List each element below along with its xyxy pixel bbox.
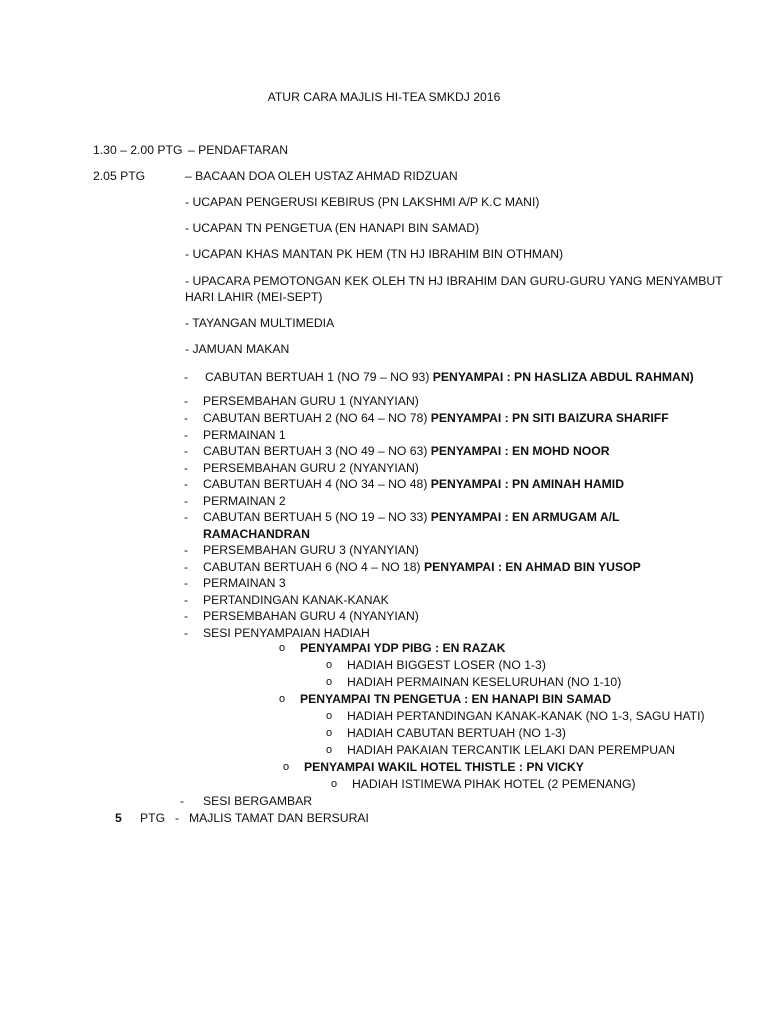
dash-bullet: - [184, 494, 189, 508]
circle-bullet: o [331, 778, 338, 790]
dash-bullet: - [184, 609, 189, 623]
activity-text: PERMAINAN 1 [203, 428, 286, 442]
circle-bullet: o [283, 761, 290, 773]
activity-item [205, 370, 694, 385]
dash-bullet: - [184, 477, 189, 491]
dash-bullet: - [184, 370, 189, 384]
activity-text: CABUTAN BERTUAH 6 (NO 4 – NO 18) [203, 560, 425, 574]
circle-bullet: o [326, 727, 333, 739]
activity-item [203, 428, 286, 443]
prize-item: HADIAH PERTANDINGAN KANAK-KANAK (NO 1-3, SAGU HATI) [347, 709, 705, 723]
activity-text: PERSEMBAHAN GURU 2 (NYANYIAN) [203, 461, 419, 475]
dash-bullet: - [184, 560, 189, 574]
program-item: - TAYANGAN MULTIMEDIA [185, 316, 335, 330]
dash-bullet: - [184, 543, 189, 557]
activity-item [203, 609, 419, 624]
activity-presenter: PENYAMPAI : PN HASLIZA ABDUL RAHMAN) [432, 370, 694, 384]
dash-bullet: - [184, 428, 189, 442]
activity-item [203, 494, 286, 509]
dash-bullet: - [184, 593, 189, 607]
registration-text: – PENDAFTARAN [188, 143, 288, 157]
dash-bullet: - [180, 794, 185, 808]
program-item: - JAMUAN MAKAN [185, 342, 290, 356]
activity-presenter: PENYAMPAI : PN AMINAH HAMID [430, 477, 624, 491]
dash-bullet: - [184, 461, 189, 475]
activity-item [203, 593, 389, 608]
circle-bullet: o [326, 710, 333, 722]
activity-presenter: PENYAMPAI : PN SITI BAIZURA SHARIFF [430, 411, 669, 425]
prize-item: HADIAH CABUTAN BERTUAH (NO 1-3) [347, 726, 566, 740]
activity-text: CABUTAN BERTUAH 2 (NO 64 – NO 78) [203, 411, 431, 425]
activity-item [203, 411, 669, 426]
activity-text: CABUTAN BERTUAH 4 (NO 34 – NO 48) [203, 477, 431, 491]
activity-item-continued [203, 527, 310, 542]
presenter-item: PENYAMPAI WAKIL HOTEL THISTLE : PN VICKY [304, 760, 584, 774]
activity-text: PERSEMBAHAN GURU 4 (NYANYIAN) [203, 609, 419, 623]
activity-text: PERTANDINGAN KANAK-KANAK [203, 593, 389, 607]
program-item: - UPACARA PEMOTONGAN KEK OLEH TN HJ IBRAHIM DAN GURU-GURU YANG MENYAMBUT [185, 274, 723, 288]
activity-item [203, 461, 419, 476]
prize-item: HADIAH ISTIMEWA PIHAK HOTEL (2 PEMENANG) [352, 777, 636, 791]
dash-bullet: - [184, 394, 189, 408]
main-time: 2.05 PTG [93, 169, 146, 183]
activity-text: PERMAINAN 3 [203, 576, 286, 590]
presenter-item: PENYAMPAI TN PENGETUA : EN HANAPI BIN SAMAD [300, 692, 612, 706]
dash-bullet: - [184, 411, 189, 425]
activity-item [203, 394, 419, 409]
activity-text: PERSEMBAHAN GURU 1 (NYANYIAN) [203, 394, 419, 408]
activity-text: CABUTAN BERTUAH 1 (NO 79 – NO 93) [205, 370, 433, 384]
circle-bullet: o [326, 659, 333, 671]
program-item: - UCAPAN PENGERUSI KEBIRUS (PN LAKSHMI A/P K.C MANI) [185, 195, 540, 209]
prize-item: HADIAH PERMAINAN KESELURUHAN (NO 1-10) [347, 675, 622, 689]
dash-bullet: - [184, 576, 189, 590]
program-item-continued: HARI LAHIR (MEI-SEPT) [185, 290, 323, 304]
registration-time: 1.30 – 2.00 PTG [93, 143, 183, 157]
activity-item [203, 626, 370, 641]
activity-presenter: PENYAMPAI : EN ARMUGAM A/L [430, 510, 620, 524]
circle-bullet: o [279, 642, 286, 654]
activity-text: PERSEMBAHAN GURU 3 (NYANYIAN) [203, 543, 419, 557]
activity-item [203, 477, 624, 492]
closing-text: MAJLIS TAMAT DAN BERSURAI [189, 811, 369, 825]
presenter-item: PENYAMPAI YDP PIBG : EN RAZAK [300, 641, 506, 655]
closing-unit: PTG [140, 811, 166, 825]
activity-item [203, 510, 619, 525]
program-item: - UCAPAN KHAS MANTAN PK HEM (TN HJ IBRAHIM BIN OTHMAN) [185, 247, 564, 261]
activity-item [203, 576, 286, 591]
circle-bullet: o [326, 676, 333, 688]
activity-text: SESI PENYAMPAIAN HADIAH [203, 626, 370, 640]
closing-dash: - [175, 811, 180, 825]
photo-session: SESI BERGAMBAR [203, 794, 313, 808]
activity-item [203, 444, 610, 459]
program-item: – BACAAN DOA OLEH USTAZ AHMAD RIDZUAN [185, 169, 458, 183]
closing-time: 5 [115, 811, 122, 825]
dash-bullet: - [184, 510, 189, 524]
activity-item [203, 543, 419, 558]
activity-presenter: PENYAMPAI : EN MOHD NOOR [430, 444, 610, 458]
prize-item: HADIAH BIGGEST LOSER (NO 1-3) [347, 658, 546, 672]
activity-presenter: RAMACHANDRAN [203, 527, 310, 541]
activity-text: CABUTAN BERTUAH 3 (NO 49 – NO 63) [203, 444, 431, 458]
activity-item [203, 560, 641, 575]
circle-bullet: o [326, 744, 333, 756]
dash-bullet: - [184, 444, 189, 458]
program-item: - UCAPAN TN PENGETUA (EN HANAPI BIN SAMAD) [185, 221, 480, 235]
activity-presenter: PENYAMPAI : EN AHMAD BIN YUSOP [424, 560, 641, 574]
activity-text: CABUTAN BERTUAH 5 (NO 19 – NO 33) [203, 510, 431, 524]
activity-text: PERMAINAN 2 [203, 494, 286, 508]
document-title: ATUR CARA MAJLIS HI-TEA SMKDJ 2016 [267, 90, 501, 104]
dash-bullet: - [184, 626, 189, 640]
circle-bullet: o [279, 693, 286, 705]
prize-item: HADIAH PAKAIAN TERCANTIK LELAKI DAN PEREMPUAN [347, 743, 676, 757]
